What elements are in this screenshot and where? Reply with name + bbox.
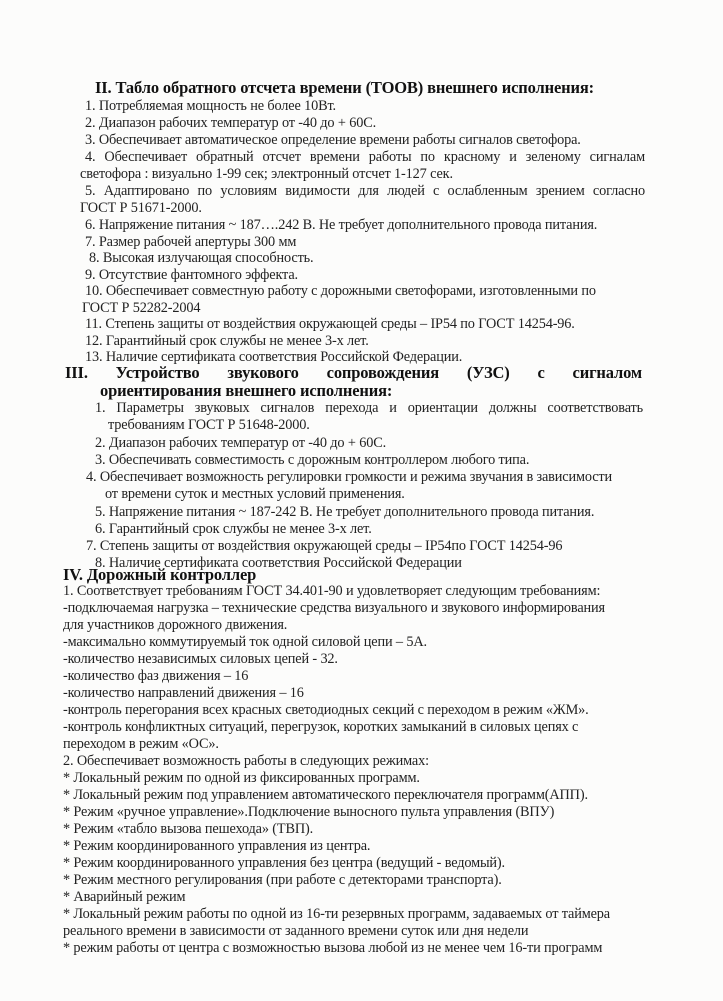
section-2-line: ГОСТ Р 51671-2000. xyxy=(80,200,202,216)
section-3-line: 1. Параметры звуковых сигналов перехода и ориентации должны соответствовать xyxy=(95,400,643,416)
section-4-line: -количество фаз движения – 16 xyxy=(63,668,249,684)
section-2-line: 2. Диапазон рабочих температур от -40 до + 60С. xyxy=(85,115,376,131)
section-4-line: * Локальный режим по одной из фиксированных программ. xyxy=(63,770,420,786)
section-2-line: 11. Степень защиты от воздействия окружающей среды – IP54 по ГОСТ 14254-96. xyxy=(85,316,575,332)
section-4-line: 2. Обеспечивает возможность работы в следующих режимах: xyxy=(63,753,429,769)
section-3-line: 4. Обеспечивает возможность регулировки громкости и режима звучания в зависимости xyxy=(86,469,613,485)
section-4-line: -количество независимых силовых цепей - 32. xyxy=(63,651,338,667)
section-2-line: ГОСТ Р 52282-2004 xyxy=(82,300,201,316)
section-3-line: 2. Диапазон рабочих температур от -40 до + 60С. xyxy=(95,435,386,451)
section-4-line: * Локальный режим под управлением автоматического переключателя программ(АПП). xyxy=(63,787,588,803)
section-4-line: 1. Соответствует требованиям ГОСТ 34.401-90 и удовлетворяет следующим требованиям: xyxy=(63,583,601,599)
section-3-line: от времени суток и местных условий применения. xyxy=(105,486,405,502)
section-2-line: 10. Обеспечивает совместную работу с дорожными светофорами, изготовленными по xyxy=(85,283,596,299)
section-4-line: * Режим «табло вызова пешехода» (ТВП). xyxy=(63,821,314,837)
section-4-line: -контроль конфликтных ситуаций, перегрузок, коротких замыканий в силовых цепях с xyxy=(63,719,579,735)
section-4-line: -количество направлений движения – 16 xyxy=(63,685,304,701)
section-4-line: * Режим местного регулирования (при работе с детекторами транспорта). xyxy=(63,872,502,888)
section-4-line: * Локальный режим работы по одной из 16-ти резервных программ, задаваемых от таймера xyxy=(63,906,610,922)
section-4-line: * Режим координированного управления из центра. xyxy=(63,838,371,854)
section-3-line: 8. Наличие сертификата соответствия Российской Федерации xyxy=(95,555,462,571)
section-2-line: светофора : визуально 1-99 сек; электронный отсчет 1-127 сек. xyxy=(80,166,453,182)
section-3-line: требованиям ГОСТ Р 51648-2000. xyxy=(108,417,310,433)
section-2-line: 5. Адаптировано по условиям видимости для людей с ослабленным зрением согласно xyxy=(85,183,645,199)
section-4-line: -подключаемая нагрузка – технические средства визуального и звукового информирования xyxy=(63,600,605,616)
section-3-line: 7. Степень защиты от воздействия окружающей среды – IP54по ГОСТ 14254-96 xyxy=(86,538,563,554)
section-3-line: 5. Напряжение питания ~ 187-242 В. Не требует дополнительного провода питания. xyxy=(95,504,595,520)
section-4-line: -контроль перегорания всех красных светодиодных секций с переходом в режим «ЖМ». xyxy=(63,702,589,718)
section-4-heading: IV. Дорожный контроллер xyxy=(63,565,257,584)
section-2-line: 3. Обеспечивает автоматическое определение времени работы сигналов светофора. xyxy=(85,132,581,148)
section-2-line: 7. Размер рабочей апертуры 300 мм xyxy=(85,234,297,250)
section-3-line: 3. Обеспечивать совместимость с дорожным контроллером любого типа. xyxy=(95,452,530,468)
section-4-line: переходом в режим «ОС». xyxy=(63,736,219,752)
section-2-line: 4. Обеспечивает обратный отсчет времени работы по красному и зеленому сигналам xyxy=(85,149,645,165)
section-4-line: реального времени в зависимости от заданного времени суток или дня недели xyxy=(63,923,529,939)
section-4-line: * Режим координированного управления без центра (ведущий - ведомый). xyxy=(63,855,505,871)
section-4-line: * Аварийный режим xyxy=(63,889,186,905)
section-3-heading: III. Устройство звукового сопровождения (УЗС) с сигналом xyxy=(65,363,642,382)
section-2-line: 8. Высокая излучающая способность. xyxy=(89,250,314,266)
section-3-line: 6. Гарантийный срок службы не менее 3-х лет. xyxy=(95,521,372,537)
section-2-line: 9. Отсутствие фантомного эффекта. xyxy=(85,267,298,283)
section-4-line: * режим работы от центра с возможностью вызова любой из не менее чем 16-ти программ xyxy=(63,940,603,956)
section-4-line: -максимально коммутируемый ток одной силовой цепи – 5А. xyxy=(63,634,427,650)
section-2-line: 1. Потребляемая мощность не более 10Вт. xyxy=(85,98,336,114)
section-2-line: 13. Наличие сертификата соответствия Российской Федерации. xyxy=(85,349,463,365)
section-3-heading-cont: ориентирования внешнего исполнения: xyxy=(100,381,393,400)
section-2-heading: II. Табло обратного отсчета времени (ТООВ) внешнего исполнения: xyxy=(95,78,594,97)
section-2-line: 12. Гарантийный срок службы не менее 3-х лет. xyxy=(85,333,369,349)
section-4-line: * Режим «ручное управление».Подключение выносного пульта управления (ВПУ) xyxy=(63,804,555,820)
section-4-line: для участников дорожного движения. xyxy=(63,617,288,633)
section-2-line: 6. Напряжение питания ~ 187….242 В. Не требует дополнительного провода питания. xyxy=(85,217,598,233)
